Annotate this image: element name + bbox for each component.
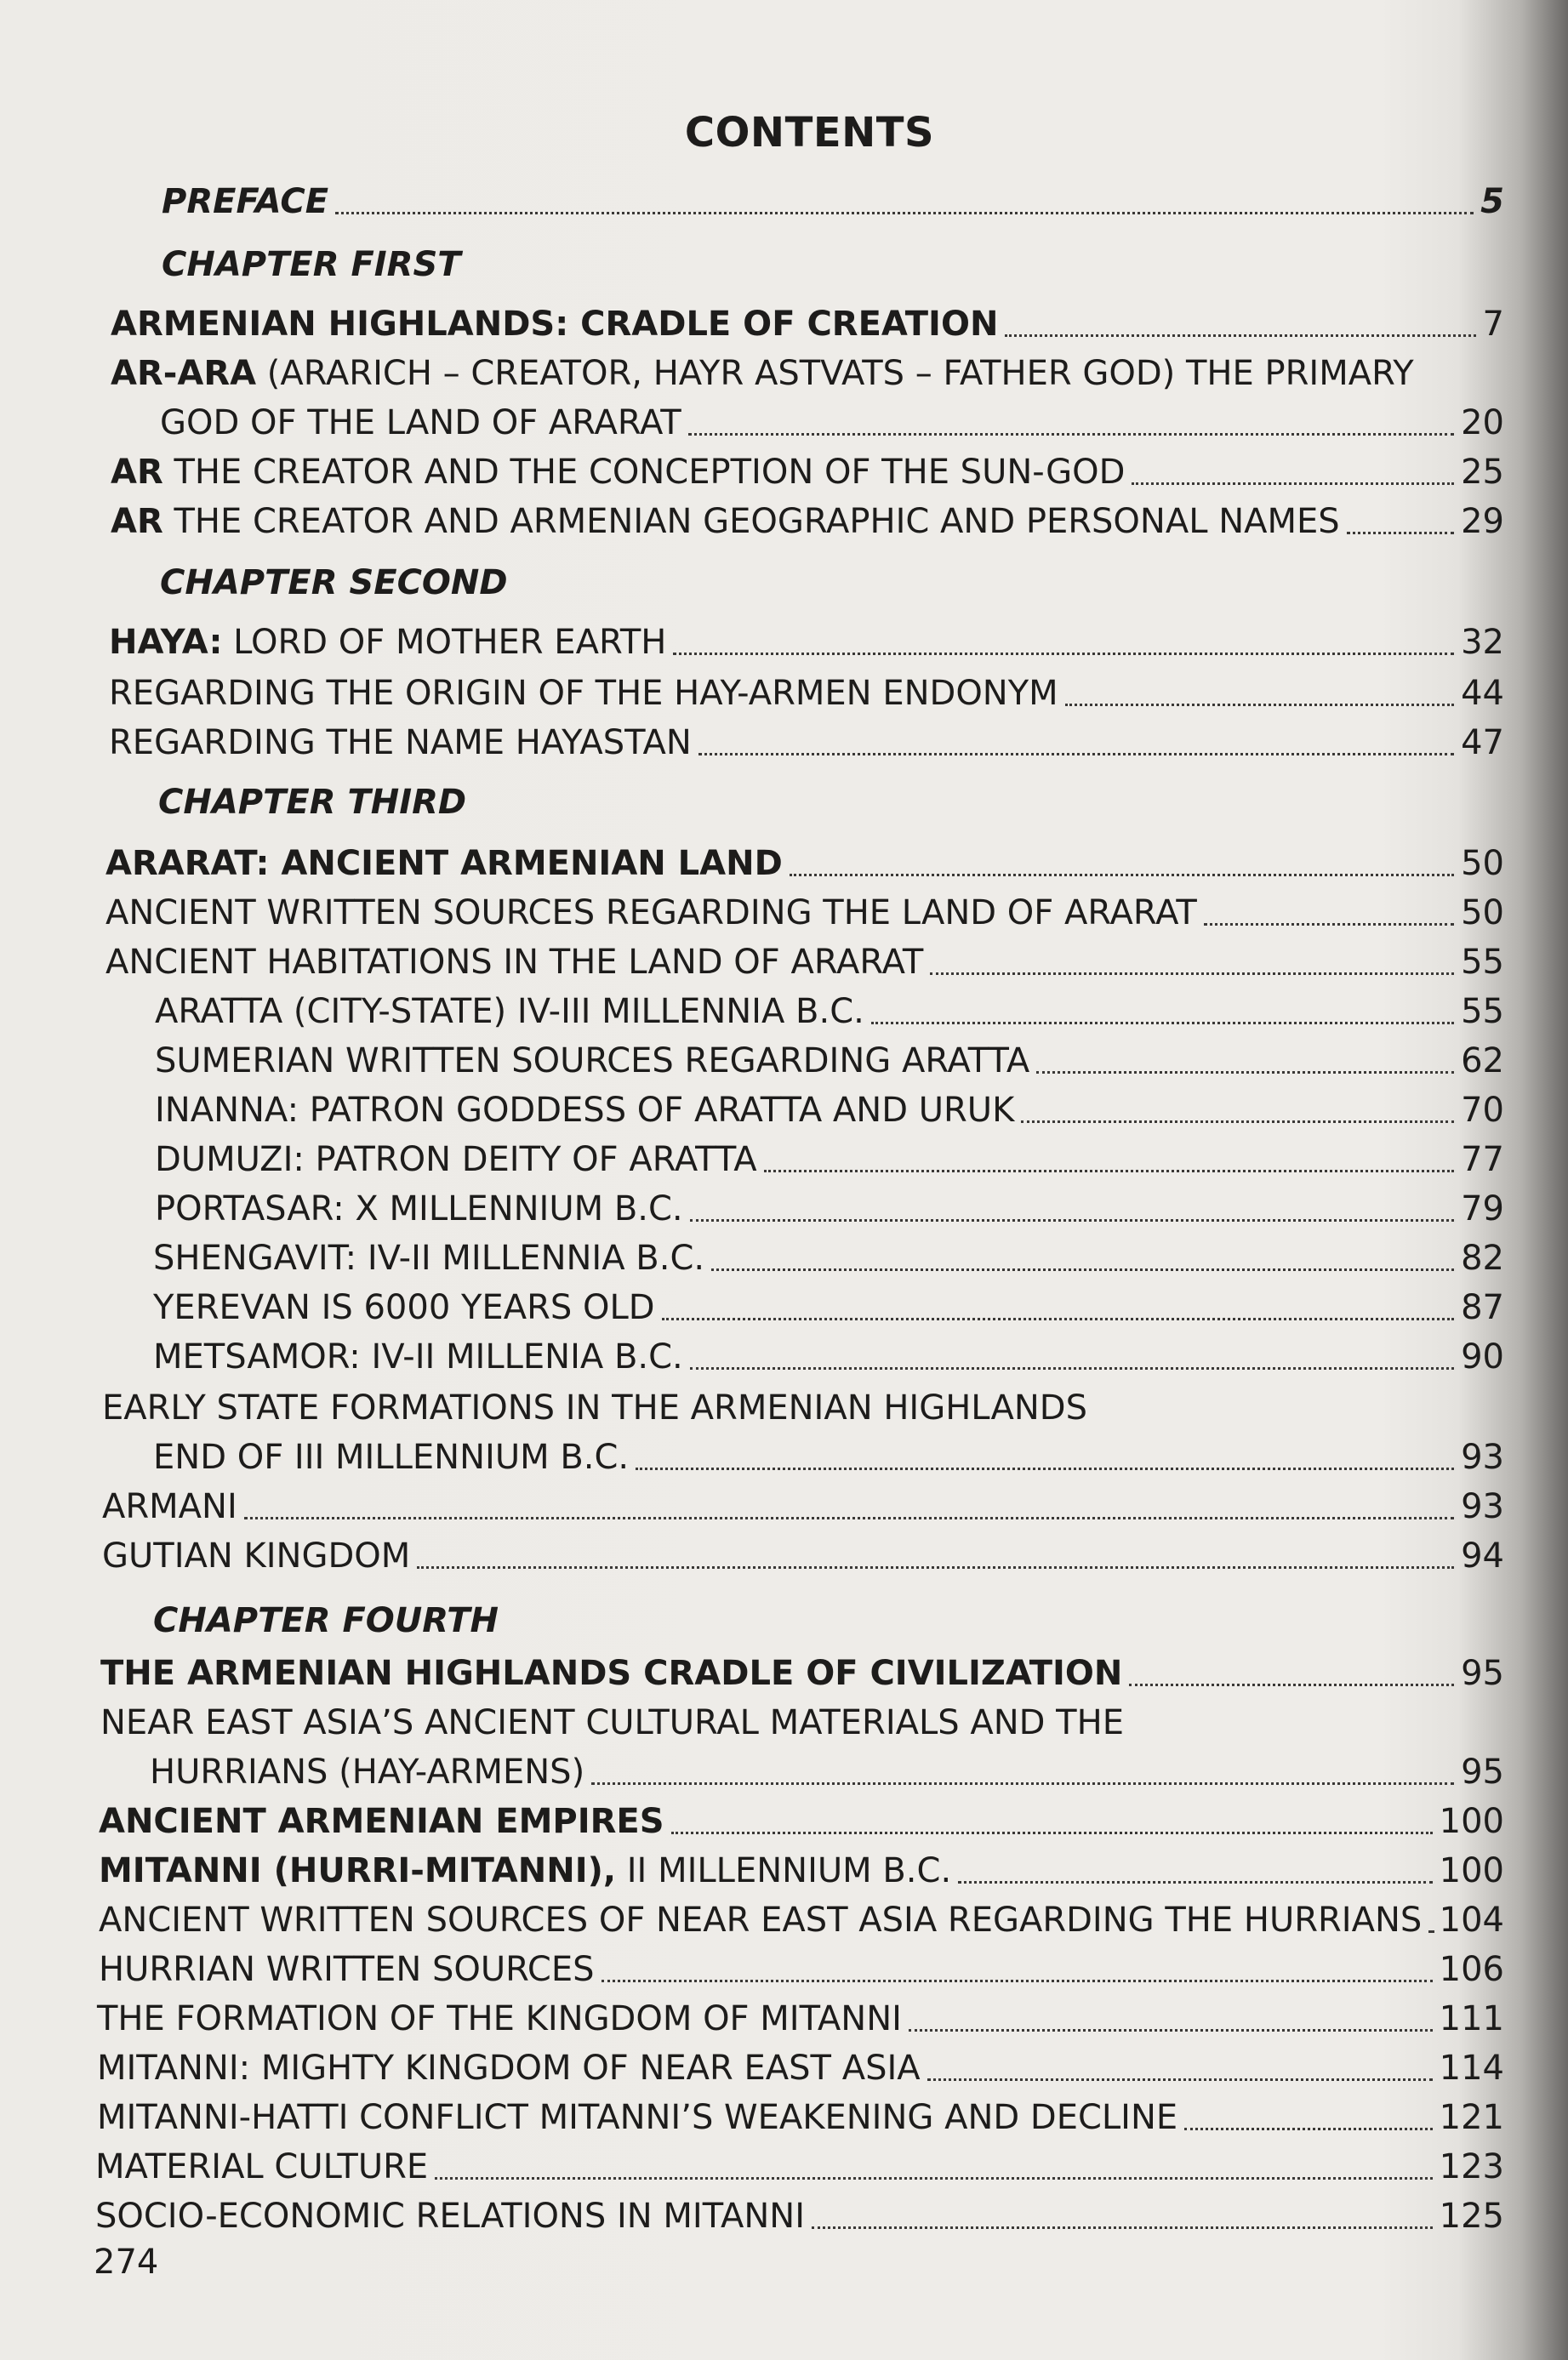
toc-entry-bold: MITANNI (HURRI-MITANNI), — [99, 1851, 617, 1890]
toc-entry — [155, 983, 1504, 1033]
toc-entry-label: REGARDING THE NAME HAYASTAN — [109, 723, 692, 762]
toc-entry — [111, 493, 1504, 543]
toc-entry-text: (ARARICH – CREATOR, HAYR ASTVATS – FATHER GOD) THE PRIMARY — [256, 354, 1414, 393]
toc-entry — [95, 2139, 1504, 2188]
dot-leader — [1184, 2128, 1432, 2130]
toc-entry-label: METSAMOR: IV-II MILLENIA B.C. — [153, 1337, 683, 1377]
toc-entry — [99, 1892, 1504, 1941]
toc-entry — [155, 1082, 1504, 1132]
toc-entry-label: SUMERIAN WRITTEN SOURCES REGARDING ARATTA — [155, 1041, 1030, 1080]
dot-leader — [690, 1219, 1454, 1222]
dot-leader — [602, 1980, 1433, 1982]
dot-leader — [1204, 923, 1454, 926]
toc-entry — [109, 715, 1504, 764]
dot-leader — [927, 2078, 1433, 2081]
toc-entry-page: 20 — [1461, 403, 1504, 442]
toc-entry-page: 7 — [1482, 305, 1504, 344]
dot-leader — [930, 972, 1454, 975]
toc-entry — [109, 614, 1504, 664]
dot-leader — [591, 1782, 1454, 1785]
dot-leader — [871, 1022, 1454, 1024]
dot-leader — [1065, 704, 1454, 706]
dot-leader — [688, 433, 1454, 436]
chapter-heading — [160, 555, 1504, 604]
toc-entry — [155, 1132, 1504, 1181]
chapter-heading — [158, 774, 1504, 824]
dot-leader — [1036, 1071, 1454, 1074]
toc-entry-bold: AR — [111, 502, 163, 541]
toc-entry-page: 95 — [1461, 1654, 1504, 1693]
toc-entry-continuation — [150, 1744, 1504, 1793]
toc-entry-text: THE CREATOR AND THE CONCEPTION OF THE SUN-GOD — [163, 453, 1126, 492]
toc-entry-page: 111 — [1439, 1999, 1504, 2038]
toc-entry-page: 87 — [1461, 1288, 1504, 1327]
toc-entry-label: PORTASAR: X MILLENNIUM B.C. — [155, 1189, 683, 1228]
toc-entry-label — [99, 1850, 951, 1892]
toc-entry-label: THE FORMATION OF THE KINGDOM OF MITANNI — [97, 1999, 902, 2038]
toc-entry-label — [111, 451, 1125, 493]
dot-leader — [673, 653, 1454, 655]
dot-leader — [1005, 334, 1475, 337]
toc-entry-page: 104 — [1439, 1901, 1504, 1940]
toc-entry-bold: AR-ARA — [111, 354, 257, 393]
toc-entry — [102, 1479, 1504, 1528]
toc-entry-continuation — [153, 1429, 1504, 1479]
toc-entry — [99, 1793, 1504, 1843]
dot-leader — [417, 1566, 1454, 1569]
toc-entry-label: HURRIAN WRITTEN SOURCES — [99, 1950, 595, 1989]
toc-entry-label: YEREVAN IS 6000 YEARS OLD — [153, 1288, 655, 1327]
toc-entry — [100, 1645, 1504, 1695]
toc-entry-label: THE ARMENIAN HIGHLANDS CRADLE OF CIVILIZATION — [100, 1654, 1123, 1693]
toc-entry-page: 93 — [1461, 1438, 1504, 1477]
dot-leader — [1021, 1120, 1454, 1123]
page-title-text: CONTENTS — [684, 109, 935, 157]
dot-leader — [662, 1318, 1455, 1320]
dot-leader — [790, 874, 1454, 876]
toc-entry-page: 25 — [1461, 453, 1504, 492]
toc-entry-text: THE CREATOR AND ARMENIAN GEOGRAPHIC AND PERSONAL NAMES — [163, 502, 1340, 541]
toc-entry-label: MATERIAL CULTURE — [95, 2147, 429, 2186]
chapter-heading-label: CHAPTER THIRD — [158, 783, 467, 822]
toc-entry-label: GOD OF THE LAND OF ARARAT — [160, 403, 681, 442]
toc-entry-page: 95 — [1461, 1753, 1504, 1792]
toc-entry-label: END OF III MILLENNIUM B.C. — [153, 1438, 630, 1477]
dot-leader — [1428, 1930, 1432, 1933]
toc-entry-label: EARLY STATE FORMATIONS IN THE ARMENIAN HIGHLANDS — [102, 1388, 1087, 1428]
toc-entry-page: 123 — [1439, 2147, 1504, 2186]
toc-entry — [99, 1941, 1504, 1991]
dot-leader — [909, 2029, 1433, 2032]
toc-entry-label: SHENGAVIT: IV-II MILLENNIA B.C. — [153, 1239, 705, 1278]
toc-entry-label: ANCIENT WRITTEN SOURCES OF NEAR EAST ASIA REGARDING THE HURRIANS — [99, 1901, 1423, 1940]
toc-entry-label: MITANNI: MIGHTY KINGDOM OF NEAR EAST ASIA — [97, 2049, 921, 2088]
toc-entry-label: ARMENIAN HIGHLANDS: CRADLE OF CREATION — [111, 305, 999, 344]
chapter-heading-label: CHAPTER FIRST — [162, 245, 461, 284]
toc-entry — [105, 885, 1504, 934]
toc-entry — [153, 1280, 1504, 1329]
toc-entry — [111, 345, 1504, 395]
toc-entry — [97, 2040, 1504, 2089]
toc-entry-page: 94 — [1461, 1536, 1504, 1576]
dot-leader — [335, 212, 1474, 214]
dot-leader — [812, 2226, 1433, 2229]
chapter-heading — [153, 1593, 1504, 1642]
toc-entry-label: ARARAT: ANCIENT ARMENIAN LAND — [105, 844, 783, 883]
toc-entry — [95, 2188, 1504, 2237]
toc-entry-page: 5 — [1480, 182, 1504, 221]
toc-entry-label — [111, 500, 1340, 543]
toc-entry-page: 114 — [1439, 2049, 1504, 2088]
page-number: 274 — [94, 2243, 159, 2282]
toc-entry — [105, 934, 1504, 983]
toc-entry-page: 106 — [1439, 1950, 1504, 1989]
dot-leader — [244, 1517, 1454, 1519]
toc-entry-page: 93 — [1461, 1487, 1504, 1526]
toc-entry-page: 50 — [1461, 893, 1504, 932]
toc-entry-label: ANCIENT WRITTEN SOURCES REGARDING THE LAND OF ARARAT — [105, 893, 1197, 932]
dot-leader — [1347, 532, 1454, 534]
toc-entry — [111, 444, 1504, 493]
toc-entry-page: 47 — [1461, 723, 1504, 762]
toc-entry-text: II MILLENNIUM B.C. — [616, 1851, 952, 1890]
toc-entry-bold: HAYA: — [109, 623, 223, 662]
toc-entry-page: 55 — [1461, 943, 1504, 982]
toc-entry-label: INANNA: PATRON GODDESS OF ARATTA AND URUK — [155, 1091, 1015, 1130]
dot-leader — [636, 1468, 1454, 1470]
toc-entry-label — [111, 352, 1414, 395]
toc-entry-label: SOCIO-ECONOMIC RELATIONS IN MITANNI — [95, 2197, 806, 2236]
toc-entry — [105, 835, 1504, 885]
toc-entry-page: 125 — [1439, 2197, 1504, 2236]
toc-entry-label: HURRIANS (HAY-ARMENS) — [150, 1753, 585, 1792]
toc-entry-label: ANCIENT HABITATIONS IN THE LAND OF ARARAT — [105, 943, 924, 982]
toc-entry-page: 29 — [1461, 502, 1504, 541]
toc-entry-page: 50 — [1461, 844, 1504, 883]
toc-entry — [153, 1329, 1504, 1378]
dot-leader — [698, 753, 1454, 755]
toc-entry-page: 44 — [1461, 674, 1504, 713]
toc-entry — [102, 1380, 1504, 1429]
toc-entry-label: ANCIENT ARMENIAN EMPIRES — [99, 1802, 664, 1841]
toc-entry-page: 79 — [1461, 1189, 1504, 1228]
toc-entry — [155, 1033, 1504, 1082]
toc-entry — [97, 2089, 1504, 2139]
toc-entry — [153, 1230, 1504, 1280]
dot-leader — [958, 1881, 1432, 1884]
toc-entry-page: 70 — [1461, 1091, 1504, 1130]
dot-leader — [1132, 482, 1454, 485]
toc-entry-bold: AR — [111, 453, 163, 492]
toc-entry-label: NEAR EAST ASIA’S ANCIENT CULTURAL MATERIALS AND THE — [100, 1703, 1124, 1742]
page-title — [0, 109, 1568, 157]
toc-entry-continuation — [160, 395, 1504, 444]
dot-leader — [671, 1832, 1433, 1834]
toc-entry — [102, 1528, 1504, 1577]
dot-leader — [1129, 1684, 1454, 1686]
toc-entry — [109, 665, 1504, 715]
dot-leader — [764, 1170, 1454, 1172]
toc-entry — [97, 1991, 1504, 2040]
toc-entry-page: 100 — [1439, 1802, 1504, 1841]
toc-entry-label: DUMUZI: PATRON DEITY OF ARATTA — [155, 1140, 757, 1179]
toc-entry — [155, 1181, 1504, 1230]
toc-entry-page: 100 — [1439, 1851, 1504, 1890]
chapter-heading-label: CHAPTER FOURTH — [153, 1601, 499, 1640]
chapter-heading-label: CHAPTER SECOND — [160, 563, 508, 602]
toc-entry — [100, 1695, 1504, 1744]
chapter-heading — [162, 237, 1504, 286]
toc-entry-page: 32 — [1461, 623, 1504, 662]
toc-entry-label — [109, 621, 666, 664]
toc-entry — [99, 1843, 1504, 1892]
toc-entry-page: 77 — [1461, 1140, 1504, 1179]
toc-entry-page: 62 — [1461, 1041, 1504, 1080]
toc-entry-label: GUTIAN KINGDOM — [102, 1536, 411, 1576]
toc-entry-label: REGARDING THE ORIGIN OF THE HAY-ARMEN ENDONYM — [109, 674, 1058, 713]
dot-leader — [690, 1367, 1454, 1370]
toc-entry-label: MITANNI-HATTI CONFLICT MITANNI’S WEAKENING AND DECLINE — [97, 2098, 1178, 2137]
toc-entry-page: 55 — [1461, 992, 1504, 1031]
toc-entry-page: 121 — [1439, 2098, 1504, 2137]
toc-entry-page: 90 — [1461, 1337, 1504, 1377]
dot-leader — [711, 1268, 1454, 1271]
toc-entry — [111, 296, 1504, 345]
toc-entry-label: ARMANI — [102, 1487, 237, 1526]
toc-entry-page: 82 — [1461, 1239, 1504, 1278]
toc-entry-label: ARATTA (CITY-STATE) IV-III MILLENNIA B.C. — [155, 992, 864, 1031]
toc-entry-text: LORD OF MOTHER EARTH — [222, 623, 667, 662]
toc-entry-preface — [162, 174, 1504, 223]
dot-leader — [435, 2177, 1432, 2180]
toc-entry-label: PREFACE — [162, 182, 329, 221]
